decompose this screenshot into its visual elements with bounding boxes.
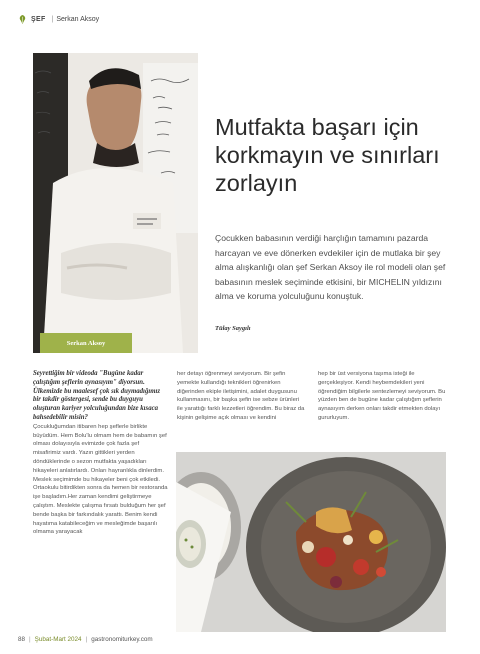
section-label: ŞEF bbox=[31, 15, 46, 23]
body-column-2 bbox=[177, 370, 305, 423]
footer-separator: | bbox=[85, 636, 88, 643]
body-column-1 bbox=[33, 370, 168, 537]
website-link[interactable]: gastronomiturkey.com bbox=[91, 636, 153, 643]
michelin-leaf-icon bbox=[18, 14, 27, 25]
page-footer bbox=[18, 636, 153, 643]
body-column-3 bbox=[318, 370, 446, 423]
chef-portrait-photo bbox=[33, 53, 198, 353]
body-paragraph: Çocukluğumdan itibaren hep şeflerle birlikte büyüdüm. Hem Bolu'lu olmam hem de babamın şef olması dolayısıyla evimizde çok fazla şef misafirimiz vardı. Yazın gittikleri yerden döndüklerinde o sezon mutfakta yaşadıkları hikayeleri anlatırlardı. Onları hayranlıkla dinlerdim. Meslek seçimimde bu hikayeler beni çok etkiledi. Ortaokulu bitirdikten sonra da hemen bir restoranda işe başladım.Her zaman kendimi geliştirmeye çalıştım. Meslekte çalışma fırsatı bulduğum her şef bende başka bir farkındalık yarattı. Benim kendi hayatıma katabileceğim ve mesleğimde başarılı olmama yarayacak bbox=[33, 423, 168, 536]
article-author: Tülay Saygılı bbox=[215, 325, 251, 332]
article-title: Mutfakta başarı için korkmayın ve sınırları zorlayın bbox=[215, 114, 440, 196]
issue-date: Şubat-Mart 2024 bbox=[34, 636, 82, 643]
page-number: 88 bbox=[18, 636, 26, 643]
dish-photo bbox=[176, 452, 446, 632]
page-header bbox=[18, 11, 99, 27]
body-paragraph: her detayı öğrenmeyi seviyorum. Bir şefin yemekte kullandığı teknikleri öğrenirken diğerinden ekiple iletişimini, adalet duygusunu kullanmasını, bir başka şefin ise sebze ürünleri ile yarattığı farklı lezzetleri öğrendim. Bu biraz da kişinin gelişime açık olması ve kendini bbox=[177, 371, 305, 421]
header-separator: | bbox=[51, 15, 54, 23]
footer-separator: | bbox=[29, 636, 31, 643]
body-paragraph: hep bir üst versiyona taşıma isteği ile gerçekleşiyor. Kendi heybemdekileri yeni öğrendiğim bilgilerle sentezlemeyi seviyorum. Bu yüzden ben de bugüne kadar çalıştığım şeflerin aynasıyım derken onları takdir etmekten dolayı gururluyum. bbox=[318, 371, 446, 421]
photo-caption: Serkan Aksoy bbox=[40, 333, 132, 353]
interview-question: Seyrettiğim bir videoda "Bugüne kadar çalıştığım şeflerin aynasıyım" diyorsun. Ülkemizde bu maalesef çok sık duymadığımız bir takdir göstergesi, sende bu duyguyu oluşturan kariyer yolculuğundan bize kısaca bahsedebilir misin? bbox=[33, 370, 161, 421]
article-lead: Çocukken babasının verdiği harçlığın tamamını pazarda harcayan ve eve dönerken evdekiler için de mutlaka bir şey alma alışkanlığı olan şef Serkan Aksoy ile rol modeli olan şef babasının meslek seçiminde etkisini, bir MICHELIN yıldızını alma ve koruma yolculuğunu konuştuk. bbox=[215, 233, 446, 301]
header-name: Serkan Aksoy bbox=[56, 15, 100, 23]
